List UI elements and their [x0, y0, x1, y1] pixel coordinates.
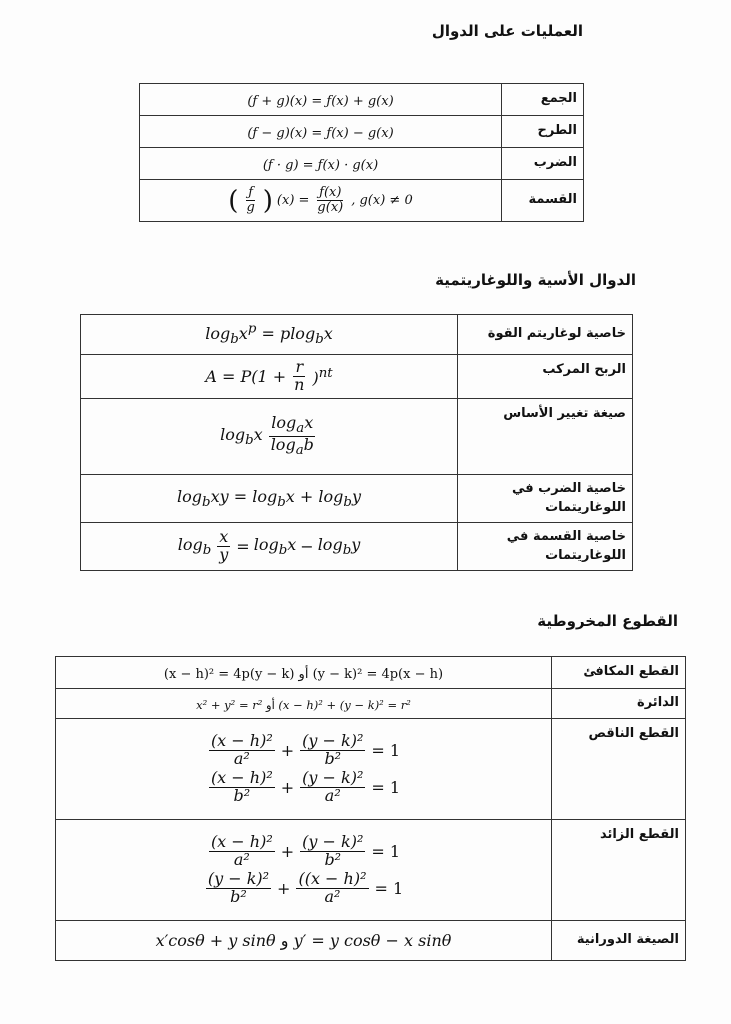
section-heading-conics: القطوع المخروطية — [537, 612, 678, 630]
table-row — [81, 355, 633, 399]
table-row — [81, 475, 633, 523]
row-label: الطرح — [502, 116, 584, 148]
formula-ellipse: $\frac{\text{(x − h)²}}{\text{a²}}$ + $\frac{\text{(y − k)²}}{\text{b²}}$ = 1 $\frac{\text{(x − h)²}}{\text{b²}}$ + $\frac{\text{(y − k)²}}{\text{a²}}$ = 1 — [210, 731, 401, 805]
formula-cell — [56, 820, 552, 921]
formula-compound-interest: A = P(1 + $\frac{r}{n}$ )$^{nt}$ — [205, 357, 333, 394]
formula-cell — [56, 657, 552, 689]
table-row — [81, 315, 633, 355]
row-label: الضرب — [502, 148, 584, 180]
table-row — [140, 116, 584, 148]
row-label: الصيغة الدورانية — [552, 921, 686, 961]
formula-circle: x² + y² = r² أو (x − h)² + (y − k)² = r² — [196, 698, 411, 712]
formula-difference: (ƒ − g)(x) = ƒ(x) − g(x) — [247, 126, 394, 141]
formula-cell — [140, 180, 502, 222]
formula-cell — [140, 116, 502, 148]
table-row — [56, 719, 686, 820]
row-label: خاصية الضرب في اللوغاريتمات — [458, 475, 633, 523]
section-heading-exp-log: الدوال الأسية واللوغاريتمية — [435, 271, 636, 289]
table-row — [140, 180, 584, 222]
formula-cell — [81, 355, 458, 399]
row-label: صيغة تغيير الأساس — [458, 399, 633, 475]
row-label: الربح المركب — [458, 355, 633, 399]
formula-hyperbola: $\frac{\text{(x − h)²}}{\text{a²}}$ + $\frac{\text{(y − k)²}}{\text{b²}}$ = 1 $\frac{\text{(y − k)²}}{\text{b²}}$ + $\frac{\text{((x − h)²}}{\text{a²}}$ = 1 — [207, 832, 404, 906]
formula-quotient: ( $\frac{ƒ}{g}$ ) (x) = $\frac{ƒ(x)}{g(x)}$ , g(x) ≠ 0 — [228, 185, 413, 216]
formula-power-rule: $\log_bx^p = plog_bx$ — [205, 321, 333, 348]
formula-cell — [56, 921, 552, 961]
conics-table — [55, 656, 686, 961]
row-label: القطع الناقص — [552, 719, 686, 820]
table-row — [56, 921, 686, 961]
table-row — [56, 820, 686, 921]
table-row — [56, 689, 686, 719]
table-row — [81, 523, 633, 571]
table-row — [140, 148, 584, 180]
operations-table — [139, 83, 584, 222]
formula-cell — [81, 523, 458, 571]
row-label: القطع المكافئ — [552, 657, 686, 689]
exp-log-table — [80, 314, 633, 571]
row-label: خاصية القسمة في اللوغاريتمات — [458, 523, 633, 571]
formula-parabola: (x − h)² = 4p(y − k) أو (y − k)² = 4p(x − h) — [163, 667, 444, 682]
row-label: الدائرة — [552, 689, 686, 719]
formula-rotation: x′cosθ + y sinθ و y′ = y cosθ − x sinθ — [155, 931, 452, 950]
formula-cell — [81, 315, 458, 355]
table-row — [56, 657, 686, 689]
formula-product-rule: $\log_bxy = \log_bx + \log_by$ — [177, 486, 361, 511]
row-label: القسمة — [502, 180, 584, 222]
table-row — [140, 84, 584, 116]
table-row — [81, 399, 633, 475]
formula-sum: (ƒ + g)(x) = ƒ(x) + g(x) — [247, 94, 394, 109]
formula-cell — [56, 719, 552, 820]
section-heading-operations: العمليات على الدوال — [431, 22, 583, 40]
row-label: الجمع — [502, 84, 584, 116]
formula-quotient-rule: $\log_b$ $\frac{x}{y}$ = $\log_bx$ − $\log_by$ — [177, 527, 361, 564]
row-label: خاصية لوغاريتم القوة — [458, 315, 633, 355]
formula-cell — [140, 84, 502, 116]
formula-cell — [81, 399, 458, 475]
formula-cell — [81, 475, 458, 523]
formula-product: (ƒ · g) = ƒ(x) · g(x) — [262, 158, 379, 173]
row-label: القطع الزائد — [552, 820, 686, 921]
formula-change-of-base: $\log_bx$ $\frac{\log_ax}{\log_ab}$ — [220, 412, 314, 459]
formula-cell — [140, 148, 502, 180]
formula-cell — [56, 689, 552, 719]
